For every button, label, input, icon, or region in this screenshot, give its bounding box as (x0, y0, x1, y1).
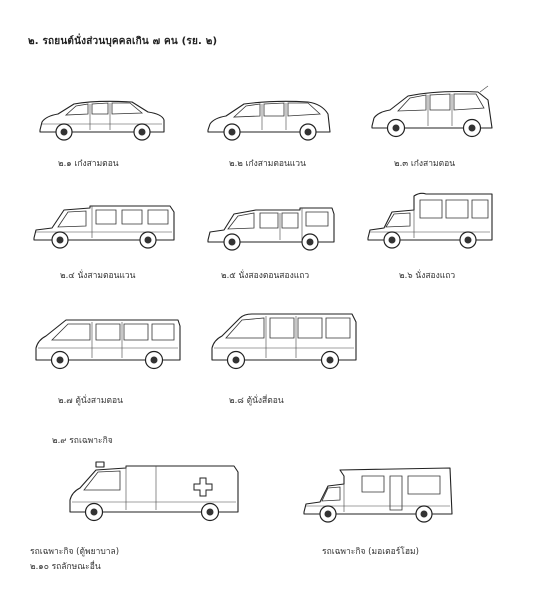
caption-ambulance: รถเฉพาะกิจ (ตู้พยาบาล) (30, 547, 120, 557)
caption-2-7: ๒.๗ ตู้นั่งสามตอน (58, 396, 123, 406)
caption-2-8: ๒.๘ ตู้นั่งสี่ตอน (229, 396, 284, 406)
caption-2-2: ๒.๒ เก๋งสามตอนแวน (229, 159, 306, 169)
car-illustration-sedan-long (36, 98, 168, 144)
car-illustration-ambulance (66, 462, 242, 522)
caption-2-1: ๒.๑ เก๋งสามตอน (58, 159, 119, 169)
caption-2-6: ๒.๖ นั่งสองแถว (399, 271, 456, 281)
car-illustration-pickup-canopy (364, 188, 496, 252)
car-illustration-pickup-van (30, 200, 178, 250)
car-illustration-van-four-row (208, 310, 360, 370)
caption-2-3: ๒.๓ เก๋งสามตอน (394, 159, 456, 169)
car-illustration-double-cab (204, 200, 340, 252)
page-title: ๒. รถยนต์นั่งส่วนบุคคลเกิน ๗ คน (รย. ๒) (28, 36, 218, 47)
car-illustration-motorhome (300, 462, 456, 524)
car-illustration-van-three-row (32, 314, 184, 370)
car-illustration-mpv (368, 86, 496, 140)
section-2-10-heading: ๒.๑๐ รถลักษณะอื่น (30, 562, 101, 572)
caption-2-4: ๒.๔ นั่งสามตอนแวน (60, 271, 136, 281)
section-2-9-heading: ๒.๙ รถเฉพาะกิจ (52, 436, 113, 446)
car-illustration-sedan-van (204, 98, 334, 144)
caption-2-5: ๒.๕ นั่งสองตอนสองแถว (221, 271, 310, 281)
caption-motorhome: รถเฉพาะกิจ (มอเตอร์โฮม) (322, 547, 419, 557)
